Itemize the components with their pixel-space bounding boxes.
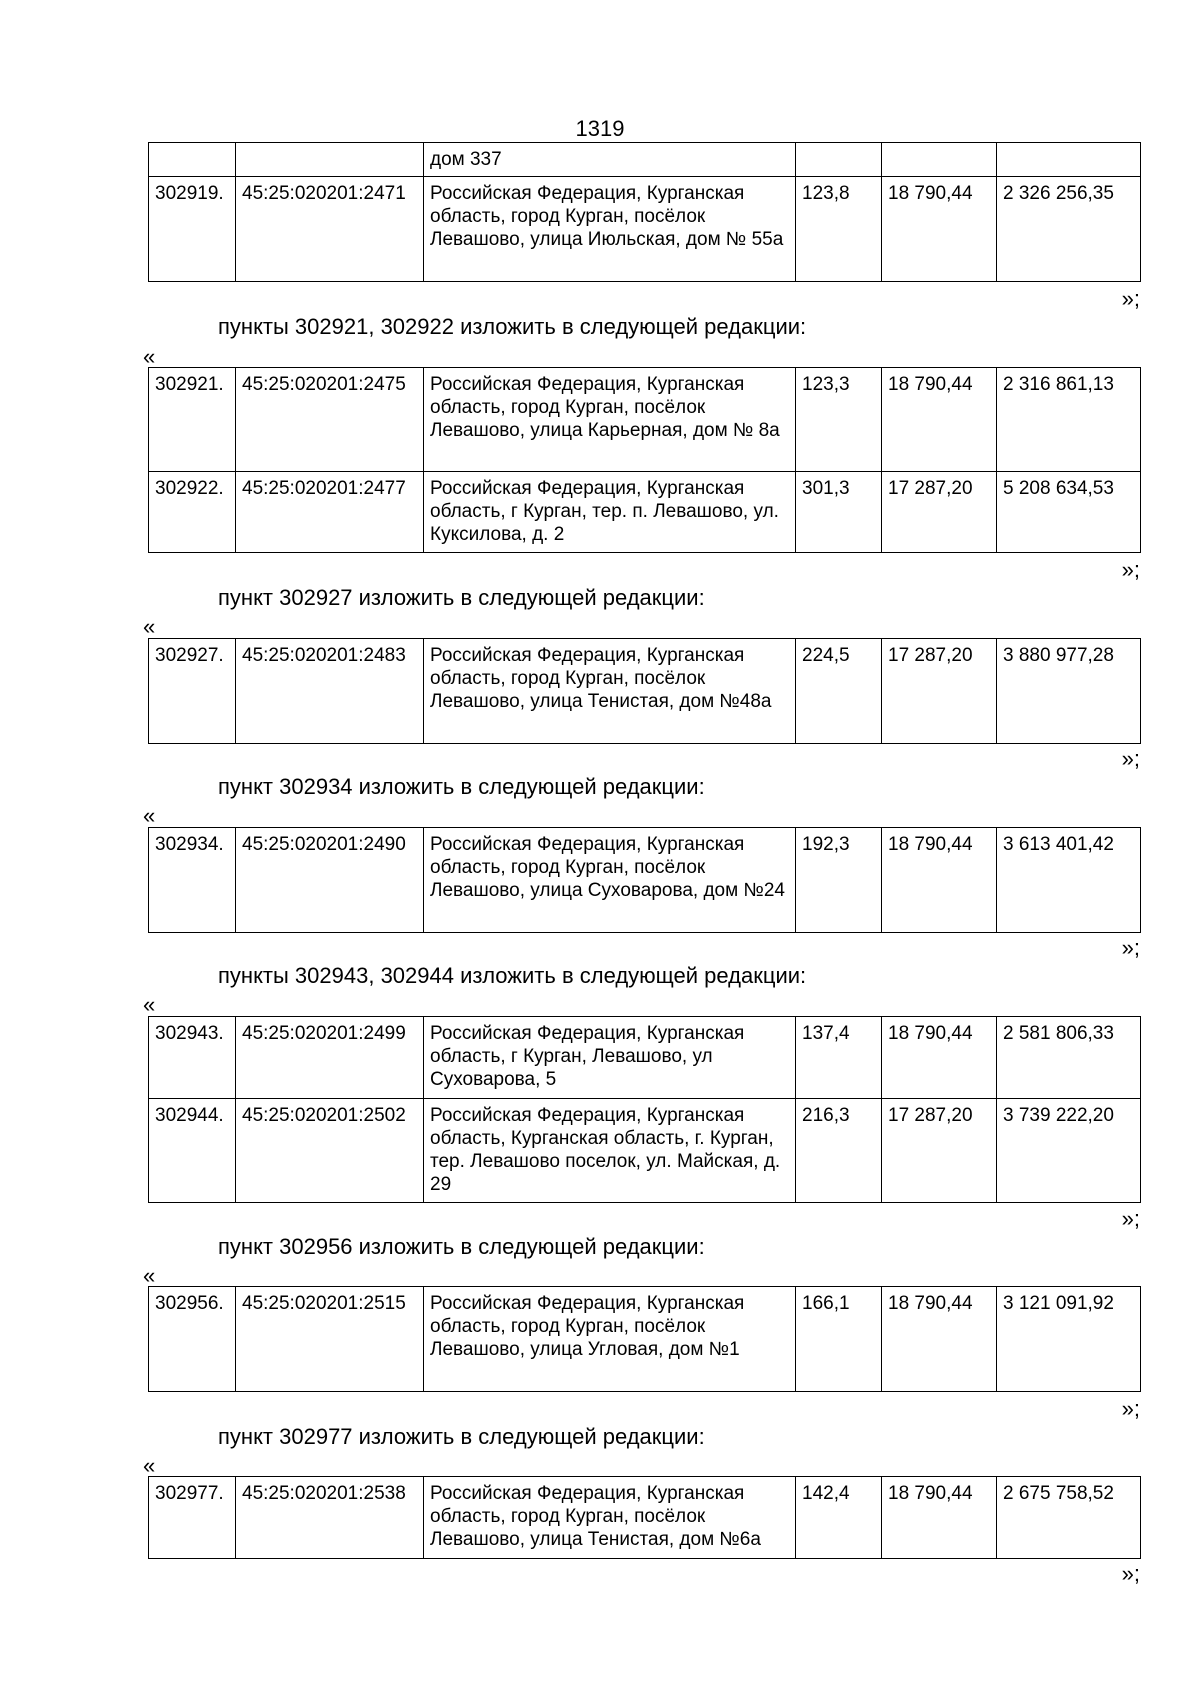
table-row (149, 828, 1141, 933)
address: дом 337 (424, 143, 796, 177)
value: 5 208 634,53 (997, 472, 1141, 553)
cadastral-number: 45:25:020201:2471 (236, 177, 424, 282)
amendment-instruction: пункт 302927 изложить в следующей редакции: (218, 585, 705, 610)
area: 142,4 (796, 1477, 882, 1559)
rate: 18 790,44 (882, 1017, 997, 1099)
opening-quote: « (143, 1263, 156, 1288)
address: Российская Федерация, Курганская область, город Курган, посёлок Левашово, улица Суховарова, дом №24 (424, 828, 796, 933)
entries-table-1 (148, 142, 1141, 282)
rate (882, 143, 997, 177)
area: 224,5 (796, 639, 882, 744)
opening-quote: « (143, 992, 156, 1017)
address: Российская Федерация, Курганская область, город Курган, посёлок Левашово, улица Тенистая, дом №6а (424, 1477, 796, 1559)
value: 2 316 861,13 (997, 368, 1141, 472)
cadastral-number: 45:25:020201:2477 (236, 472, 424, 553)
opening-quote: « (143, 344, 156, 369)
item-number: 302944. (149, 1099, 236, 1203)
cadastral-number: 45:25:020201:2499 (236, 1017, 424, 1099)
rate: 18 790,44 (882, 1287, 997, 1392)
table-row (149, 1099, 1141, 1203)
value (997, 143, 1141, 177)
closing-quote: »; (1121, 1561, 1140, 1586)
entries-table-2 (148, 367, 1141, 553)
area: 166,1 (796, 1287, 882, 1392)
area: 192,3 (796, 828, 882, 933)
value: 2 581 806,33 (997, 1017, 1141, 1099)
table-row (149, 1017, 1141, 1099)
value: 3 613 401,42 (997, 828, 1141, 933)
entries-table-5 (148, 1016, 1141, 1203)
item-number: 302943. (149, 1017, 236, 1099)
closing-quote: »; (1121, 1206, 1140, 1231)
amendment-instruction: пункт 302934 изложить в следующей редакции: (218, 774, 705, 799)
table-row (149, 472, 1141, 553)
value: 3 739 222,20 (997, 1099, 1141, 1203)
value: 3 880 977,28 (997, 639, 1141, 744)
table-row (149, 1287, 1141, 1392)
area: 123,8 (796, 177, 882, 282)
item-number: 302977. (149, 1477, 236, 1559)
table-row (149, 177, 1141, 282)
cadastral-number: 45:25:020201:2502 (236, 1099, 424, 1203)
opening-quote: « (143, 1453, 156, 1478)
area: 216,3 (796, 1099, 882, 1203)
table-row (149, 143, 1141, 177)
closing-quote: »; (1121, 746, 1140, 771)
page-number: 1319 (575, 116, 625, 141)
item-number: 302919. (149, 177, 236, 282)
item-number: 302934. (149, 828, 236, 933)
item-number: 302927. (149, 639, 236, 744)
cadastral-number: 45:25:020201:2483 (236, 639, 424, 744)
rate: 18 790,44 (882, 368, 997, 472)
rate: 17 287,20 (882, 639, 997, 744)
value: 3 121 091,92 (997, 1287, 1141, 1392)
address: Российская Федерация, Курганская область, город Курган, посёлок Левашово, улица Угловая, дом №1 (424, 1287, 796, 1392)
table-row (149, 639, 1141, 744)
rate: 17 287,20 (882, 472, 997, 553)
table-row (149, 368, 1141, 472)
area (796, 143, 882, 177)
closing-quote: »; (1121, 1396, 1140, 1421)
entries-table-6 (148, 1286, 1141, 1392)
area: 137,4 (796, 1017, 882, 1099)
item-number: 302922. (149, 472, 236, 553)
amendment-instruction: пункты 302921, 302922 изложить в следующей редакции: (218, 314, 807, 339)
entries-table-7 (148, 1476, 1141, 1559)
amendment-instruction: пункт 302977 изложить в следующей редакции: (218, 1424, 705, 1449)
closing-quote: »; (1121, 935, 1140, 960)
cadastral-number: 45:25:020201:2538 (236, 1477, 424, 1559)
item-number: 302921. (149, 368, 236, 472)
address: Российская Федерация, Курганская область, город Курган, посёлок Левашово, улица Июльская, дом № 55а (424, 177, 796, 282)
cadastral-number: 45:25:020201:2490 (236, 828, 424, 933)
rate: 18 790,44 (882, 177, 997, 282)
address: Российская Федерация, Курганская область, г Курган, тер. п. Левашово, ул. Куксилова, д. 2 (424, 472, 796, 553)
entries-table-4 (148, 827, 1141, 933)
amendment-instruction: пункт 302956 изложить в следующей редакции: (218, 1234, 705, 1259)
cadastral-number: 45:25:020201:2475 (236, 368, 424, 472)
table-row (149, 1477, 1141, 1559)
rate: 18 790,44 (882, 828, 997, 933)
address: Российская Федерация, Курганская область, город Курган, посёлок Левашово, улица Карьерная, дом № 8а (424, 368, 796, 472)
item-number (149, 143, 236, 177)
value: 2 326 256,35 (997, 177, 1141, 282)
opening-quote: « (143, 614, 156, 639)
cadastral-number (236, 143, 424, 177)
area: 123,3 (796, 368, 882, 472)
item-number: 302956. (149, 1287, 236, 1392)
address: Российская Федерация, Курганская область, Курганская область, г. Курган, тер. Левашово поселок, ул. Майская, д. 29 (424, 1099, 796, 1203)
rate: 17 287,20 (882, 1099, 997, 1203)
opening-quote: « (143, 803, 156, 828)
entries-table-3 (148, 638, 1141, 744)
cadastral-number: 45:25:020201:2515 (236, 1287, 424, 1392)
area: 301,3 (796, 472, 882, 553)
address: Российская Федерация, Курганская область, город Курган, посёлок Левашово, улица Тенистая, дом №48а (424, 639, 796, 744)
closing-quote: »; (1121, 557, 1140, 582)
closing-quote: »; (1121, 286, 1140, 311)
rate: 18 790,44 (882, 1477, 997, 1559)
address: Российская Федерация, Курганская область, г Курган, Левашово, ул Суховарова, 5 (424, 1017, 796, 1099)
amendment-instruction: пункты 302943, 302944 изложить в следующей редакции: (218, 963, 807, 988)
value: 2 675 758,52 (997, 1477, 1141, 1559)
